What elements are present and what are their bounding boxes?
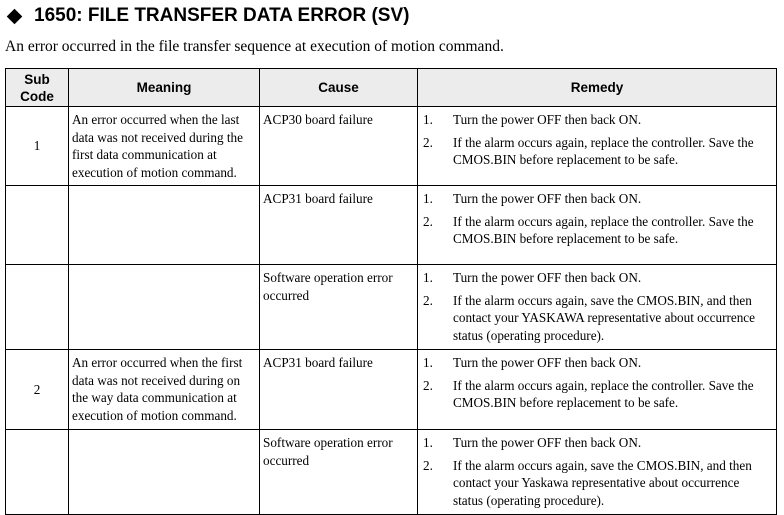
- sub-code-cell: 2: [6, 350, 69, 430]
- meaning-cell: An error occurred when the first data was not received during on the way data communication at execution of motion command.: [69, 350, 260, 430]
- error-table: [5, 68, 777, 515]
- step-text: If the alarm occurs again, save the CMOS.BIN, and then contact your YASKAWA representative about occurrence status (operating procedure).: [453, 292, 756, 343]
- remedy-step: [422, 213, 772, 248]
- sub-code-cell: 1: [6, 107, 69, 186]
- remedy-step: [422, 111, 772, 129]
- header-sub-code-line1: Sub: [24, 71, 50, 87]
- remedy-step: [422, 354, 772, 372]
- table-row: [6, 186, 777, 265]
- remedy-cell: [418, 186, 777, 265]
- table-row: [6, 265, 777, 350]
- section-heading: [4, 4, 409, 28]
- sub-code-cell: [6, 186, 69, 265]
- meaning-cell: [69, 186, 260, 265]
- step-text: If the alarm occurs again, replace the controller. Save the CMOS.BIN before replacement to be safe.: [453, 213, 754, 246]
- step-text: Turn the power OFF then back ON.: [453, 435, 642, 450]
- step-number: 1.: [423, 270, 433, 285]
- table-header-row: [6, 69, 777, 107]
- step-number: 2.: [423, 213, 433, 229]
- step-text: Turn the power OFF then back ON.: [453, 191, 642, 206]
- sub-code-cell: [6, 430, 69, 515]
- header-sub-code: [6, 69, 69, 107]
- remedy-cell: [418, 265, 777, 350]
- remedy-step: [422, 134, 772, 169]
- step-number: 1.: [423, 435, 433, 450]
- sub-code-cell: [6, 265, 69, 350]
- step-number: 1.: [423, 112, 433, 127]
- step-text: If the alarm occurs again, save the CMOS.BIN, and then contact your Yaskawa representative about occurrence status (operating procedure).: [453, 457, 752, 508]
- step-text: If the alarm occurs again, replace the controller. Save the CMOS.BIN before replacement to be safe.: [453, 377, 754, 410]
- step-text: Turn the power OFF then back ON.: [453, 355, 642, 370]
- remedy-cell: [418, 430, 777, 515]
- intro-text: An error occurred in the file transfer sequence at execution of motion command.: [5, 38, 504, 55]
- cause-cell: Software operation error occurred: [260, 430, 418, 515]
- cause-cell: ACP30 board failure: [260, 107, 418, 186]
- diamond-bullet-icon: [7, 8, 23, 24]
- step-number: 2.: [423, 377, 433, 393]
- remedy-cell: [418, 107, 777, 186]
- cause-cell: ACP31 board failure: [260, 186, 418, 265]
- header-remedy: Remedy: [418, 69, 777, 107]
- heading-text: 1650: FILE TRANSFER DATA ERROR (SV): [34, 5, 410, 26]
- table-row: [6, 430, 777, 515]
- meaning-cell: [69, 265, 260, 350]
- meaning-cell: An error occurred when the last data was not received during the first data communication at execution of motion command.: [69, 107, 260, 186]
- step-number: 2.: [423, 292, 433, 308]
- remedy-step: [422, 292, 772, 345]
- step-text: Turn the power OFF then back ON.: [453, 112, 642, 127]
- meaning-cell: [69, 430, 260, 515]
- table-row: [6, 107, 777, 186]
- cause-cell: Software operation error occurred: [260, 265, 418, 350]
- step-text: Turn the power OFF then back ON.: [453, 270, 642, 285]
- remedy-cell: [418, 350, 777, 430]
- remedy-step: [422, 269, 772, 287]
- step-number: 2.: [423, 134, 433, 150]
- step-text: If the alarm occurs again, replace the controller. Save the CMOS.BIN before replacement to be safe.: [453, 134, 754, 167]
- table-row: [6, 350, 777, 430]
- remedy-step: [422, 434, 772, 452]
- step-number: 2.: [423, 457, 433, 473]
- remedy-step: [422, 377, 772, 412]
- header-cause: Cause: [260, 69, 418, 107]
- header-meaning: Meaning: [69, 69, 260, 107]
- cause-cell: ACP31 board failure: [260, 350, 418, 430]
- remedy-step: [422, 190, 772, 208]
- step-number: 1.: [423, 191, 433, 206]
- header-sub-code-line2: Code: [20, 88, 54, 104]
- step-number: 1.: [423, 355, 433, 370]
- remedy-step: [422, 457, 772, 510]
